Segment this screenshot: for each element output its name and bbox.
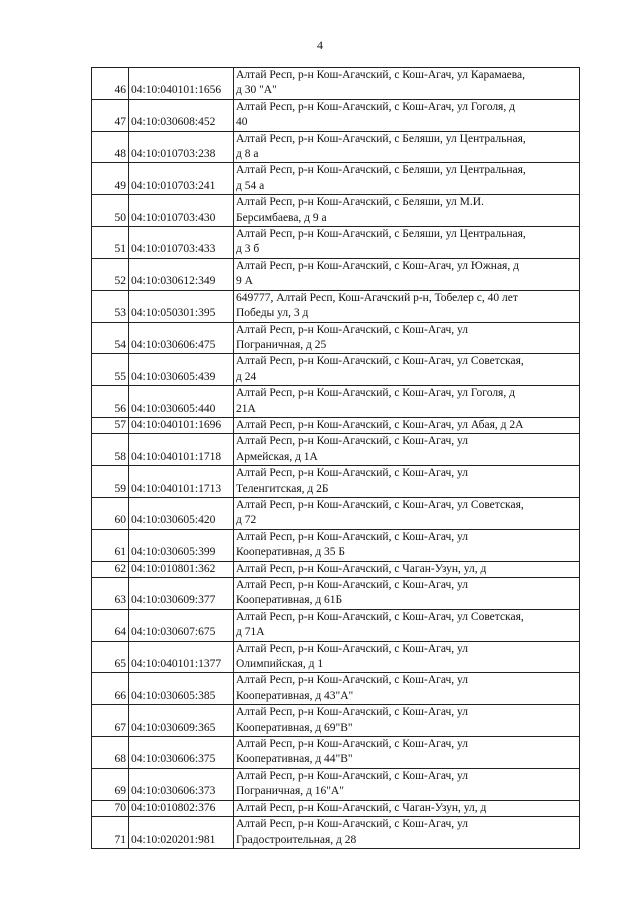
address-line: д 24 [236, 370, 257, 383]
address-line: Олимпийская, д 1 [236, 658, 324, 671]
row-number: 53 [92, 290, 129, 322]
address-line: Алтай Респ, р-н Кош-Агачский, с Кош-Агач, ул [236, 467, 469, 480]
address-line: Алтай Респ, р-н Кош-Агачский, с Кош-Агач, ул Гоголя, д [236, 100, 515, 113]
table-row [92, 417, 580, 433]
table-row [92, 131, 580, 163]
address-cell [234, 768, 580, 800]
address-line: Кооперативная, д 61Б [236, 594, 343, 607]
row-number: 62 [92, 561, 129, 577]
address-cell [234, 163, 580, 195]
address-line: д 71А [236, 626, 265, 639]
row-number: 55 [92, 354, 129, 386]
cadastral-number: 04:10:050301:395 [129, 290, 234, 322]
table-row [92, 195, 580, 227]
table-row [92, 434, 580, 466]
address-line: Алтай Респ, р-н Кош-Агачский, с Беляши, ул Центральная, [236, 132, 526, 145]
cadastral-number: 04:10:030606:373 [129, 768, 234, 800]
address-cell [234, 131, 580, 163]
address-line: Алтай Респ, р-н Кош-Агачский, с Кош-Агач, ул [236, 579, 469, 591]
address-line: д 72 [236, 514, 257, 527]
row-number: 49 [92, 163, 129, 195]
address-line: Пограничная, д 16"А" [236, 785, 344, 798]
address-line: д 54 а [236, 179, 265, 192]
address-cell [234, 737, 580, 769]
address-cell [234, 322, 580, 354]
address-cell [234, 290, 580, 322]
address-cell [234, 817, 580, 849]
address-line: 21А [236, 402, 256, 415]
table-row [92, 163, 580, 195]
address-line: Алтай Респ, р-н Кош-Агачский, с Кош-Агач, ул [236, 674, 469, 687]
row-number: 51 [92, 227, 129, 259]
address-cell [234, 673, 580, 705]
address-cell [234, 529, 580, 561]
address-line: Алтай Респ, р-н Кош-Агачский, с Беляши, ул Центральная, [236, 164, 526, 177]
table-row [92, 817, 580, 849]
address-line: Алтай Респ, р-н Кош-Агачский, с Кош-Агач, ул [236, 530, 469, 543]
cadastral-number: 04:10:010801:362 [129, 561, 234, 577]
row-number: 71 [92, 817, 129, 849]
address-line: Победы ул, 3 д [236, 307, 309, 320]
address-cell [234, 354, 580, 386]
table-row [92, 466, 580, 498]
row-number: 65 [92, 641, 129, 673]
row-number: 59 [92, 466, 129, 498]
address-line: Кооперативная, д 69"В" [236, 721, 353, 734]
cadastral-number: 04:10:030605:439 [129, 354, 234, 386]
table-row [92, 768, 580, 800]
address-cell [234, 227, 580, 259]
cadastral-number: 04:10:030606:375 [129, 737, 234, 769]
address-line: Алтай Респ, р-н Кош-Агачский, с Кош-Агач, ул Советская, [236, 610, 524, 623]
cadastral-number: 04:10:010802:376 [129, 800, 234, 816]
address-line: Алтай Респ, р-н Кош-Агачский, с Кош-Агач, ул [236, 706, 469, 719]
table-row [92, 322, 580, 354]
row-number: 63 [92, 578, 129, 610]
address-line: 649777, Алтай Респ, Кош-Агачский р-н, Тобелер с, 40 лет [236, 291, 518, 304]
table-row [92, 99, 580, 131]
address-line: Алтай Респ, р-н Кош-Агачский, с Кош-Агач, ул Советская, [236, 355, 524, 368]
address-cell [234, 258, 580, 290]
row-number: 69 [92, 768, 129, 800]
address-cell [234, 386, 580, 418]
address-line: д 8 а [236, 148, 259, 161]
address-cell [234, 578, 580, 610]
address-cell [234, 497, 580, 529]
address-line: Алтай Респ, р-н Кош-Агачский, с Кош-Агач, ул Гоголя, д [236, 387, 515, 400]
cadastral-number: 04:10:030605:440 [129, 386, 234, 418]
address-line: Алтай Респ, р-н Кош-Агачский, с Кош-Агач, ул [236, 818, 469, 831]
address-cell [234, 68, 580, 100]
table-row [92, 386, 580, 418]
row-number: 57 [92, 417, 129, 433]
address-line: Алтай Респ, р-н Кош-Агачский, с Кош-Агач, ул [236, 769, 469, 782]
table-row [92, 705, 580, 737]
cadastral-number: 04:10:030609:365 [129, 705, 234, 737]
address-line: Алтай Респ, р-н Кош-Агачский, с Кош-Агач, ул Абая, д 2А [236, 418, 524, 431]
row-number: 70 [92, 800, 129, 816]
row-number: 50 [92, 195, 129, 227]
address-cell [234, 417, 580, 433]
cadastral-number: 04:10:030612:349 [129, 258, 234, 290]
cadastral-number: 04:10:040101:1713 [129, 466, 234, 498]
address-cell [234, 800, 580, 816]
address-line: Армейская, д 1А [236, 450, 318, 463]
address-line: Кооперативная, д 35 Б [236, 546, 346, 559]
row-number: 61 [92, 529, 129, 561]
address-cell [234, 705, 580, 737]
cadastral-number: 04:10:030608:452 [129, 99, 234, 131]
address-line: 40 [236, 116, 248, 129]
address-cell [234, 641, 580, 673]
table-row [92, 497, 580, 529]
row-number: 68 [92, 737, 129, 769]
address-line: 9 А [236, 275, 253, 288]
table-row [92, 290, 580, 322]
row-number: 64 [92, 609, 129, 641]
cadastral-number: 04:10:030606:475 [129, 322, 234, 354]
cadastral-number: 04:10:030605:399 [129, 529, 234, 561]
table-body [92, 68, 580, 849]
address-cell [234, 434, 580, 466]
cadastral-number: 04:10:040101:1696 [129, 417, 234, 433]
address-line: Алтай Респ, р-н Кош-Агачский, с Беляши, ул М.И. [236, 196, 484, 209]
address-line: Теленгитская, д 2Б [236, 482, 329, 495]
address-line: Алтай Респ, р-н Кош-Агачский, с Беляши, ул Центральная, [236, 228, 526, 241]
address-cell [234, 609, 580, 641]
table-row [92, 609, 580, 641]
row-number: 56 [92, 386, 129, 418]
cadastral-number: 04:10:030605:385 [129, 673, 234, 705]
address-line: д 30 "А" [236, 84, 277, 97]
address-line: Алтай Респ, р-н Кош-Агачский, с Кош-Агач, ул Карамаева, [236, 69, 526, 81]
row-number: 66 [92, 673, 129, 705]
address-line: Градостроительная, д 28 [236, 833, 357, 846]
address-cell [234, 99, 580, 131]
address-line: Кооперативная, д 43"А" [236, 689, 354, 702]
address-line: Алтай Респ, р-н Кош-Агачский, с Кош-Агач, ул Советская, [236, 498, 524, 511]
address-cell [234, 195, 580, 227]
address-cell [234, 561, 580, 577]
table-row [92, 529, 580, 561]
cadastral-number: 04:10:040101:1377 [129, 641, 234, 673]
row-number: 48 [92, 131, 129, 163]
cadastral-number: 04:10:010703:433 [129, 227, 234, 259]
table-row [92, 673, 580, 705]
property-table [91, 67, 580, 849]
address-line: Кооперативная, д 44"В" [236, 753, 353, 766]
row-number: 54 [92, 322, 129, 354]
cadastral-number: 04:10:030609:377 [129, 578, 234, 610]
table-row [92, 737, 580, 769]
table-row [92, 258, 580, 290]
address-line: Алтай Респ, р-н Кош-Агачский, с Чаган-Узун, ул, д [236, 801, 487, 814]
row-number: 60 [92, 497, 129, 529]
cadastral-number: 04:10:010703:238 [129, 131, 234, 163]
table-row [92, 227, 580, 259]
address-line: Алтай Респ, р-н Кош-Агачский, с Кош-Агач, ул [236, 435, 469, 448]
address-line: Берсимбаева, д 9 а [236, 211, 327, 224]
address-line: Алтай Респ, р-н Кош-Агачский, с Кош-Агач, ул [236, 738, 469, 751]
address-cell [234, 466, 580, 498]
row-number: 67 [92, 705, 129, 737]
address-line: Алтай Респ, р-н Кош-Агачский, с Кош-Агач, ул Южная, д [236, 259, 519, 272]
row-number: 58 [92, 434, 129, 466]
table-row [92, 800, 580, 816]
row-number: 47 [92, 99, 129, 131]
cadastral-number: 04:10:030605:420 [129, 497, 234, 529]
table-row [92, 561, 580, 577]
row-number: 52 [92, 258, 129, 290]
row-number: 46 [92, 68, 129, 100]
cadastral-number: 04:10:010703:430 [129, 195, 234, 227]
address-line: Пограничная, д 25 [236, 338, 327, 351]
cadastral-number: 04:10:040101:1656 [129, 68, 234, 100]
cadastral-number: 04:10:040101:1718 [129, 434, 234, 466]
cadastral-number: 04:10:010703:241 [129, 163, 234, 195]
table-row [92, 354, 580, 386]
address-line: Алтай Респ, р-н Кош-Агачский, с Чаган-Узун, ул, д [236, 562, 487, 575]
address-line: д 3 б [236, 243, 260, 256]
cadastral-number: 04:10:020201:981 [129, 817, 234, 849]
address-line: Алтай Респ, р-н Кош-Агачский, с Кош-Агач, ул [236, 323, 469, 336]
page-number: 4 [317, 38, 323, 52]
address-line: Алтай Респ, р-н Кош-Агачский, с Кош-Агач, ул [236, 642, 469, 655]
table-row [92, 68, 580, 100]
table-row [92, 578, 580, 610]
table-row [92, 641, 580, 673]
cadastral-number: 04:10:030607:675 [129, 609, 234, 641]
